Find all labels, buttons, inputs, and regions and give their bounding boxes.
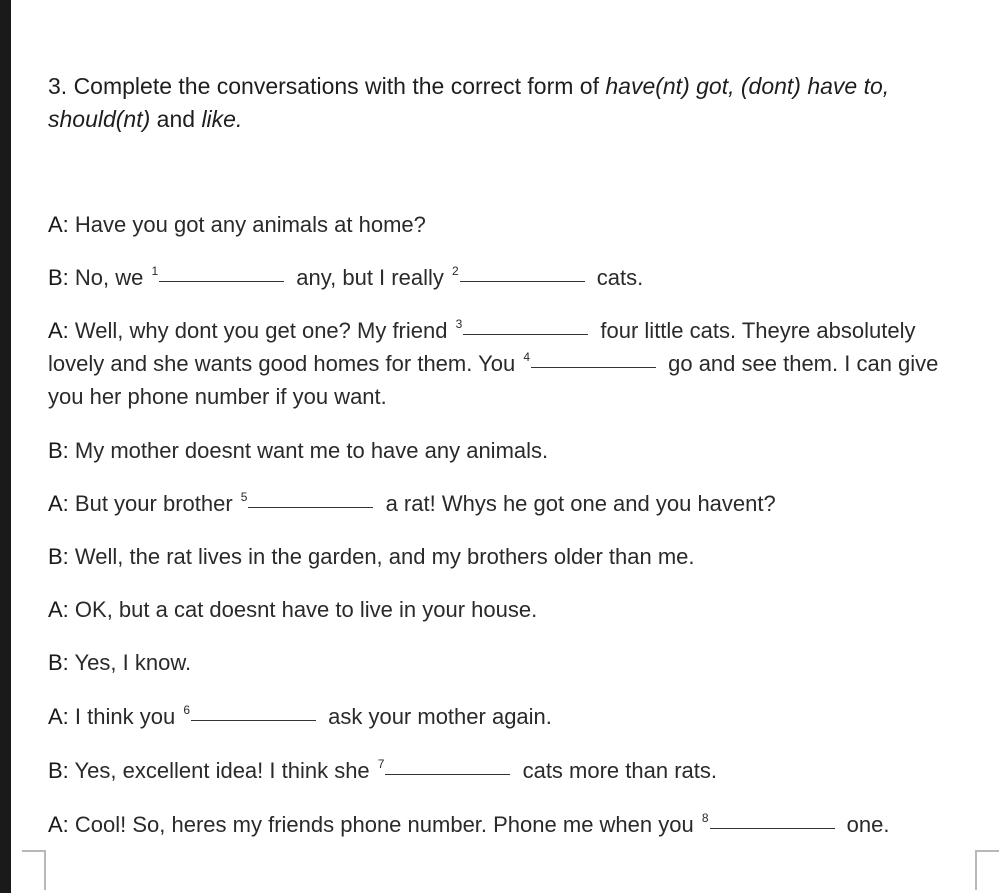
answer-blank-8[interactable] (710, 828, 835, 829)
blank-number-7: 7 (377, 757, 385, 771)
page-corner-mark-right (975, 850, 999, 890)
line-text: No, we (68, 265, 150, 290)
blank-number-4: 4 (523, 350, 530, 364)
line-text: a rat! Whys he got one and you havent? (379, 491, 776, 516)
answer-blank-7[interactable] (385, 774, 510, 775)
line-text: Well, the rat lives in the garden, and my brothers older than me. (68, 544, 695, 569)
speaker-label: A: (48, 597, 69, 622)
blank-number-1: 1 (151, 264, 159, 278)
speaker-label: A: (48, 812, 69, 837)
dialogue-line-4 (48, 434, 548, 467)
line-text: ask your mother again. (322, 704, 552, 729)
answer-blank-2[interactable] (460, 281, 585, 282)
speaker-label: B: (48, 544, 69, 569)
blank-number-5: 5 (240, 490, 248, 504)
instruction-phrase-like: like. (201, 106, 243, 132)
exercise-instruction (48, 70, 988, 136)
line-text: cats more than rats. (516, 758, 717, 783)
answer-blank-3[interactable] (463, 334, 588, 335)
dialogue-line-5 (48, 487, 776, 520)
line-text: My mother doesnt want me to have any animals. (68, 438, 549, 463)
instruction-phrase-havent-got: have(nt) got, (dont) have to, (605, 73, 890, 99)
speaker-label: B: (48, 758, 69, 783)
blank-number-3: 3 (455, 317, 463, 331)
dialogue-line-3 (48, 314, 968, 413)
answer-blank-4[interactable] (531, 367, 656, 368)
dialogue-line-9 (48, 700, 552, 733)
line-text: OK, but a cat doesnt have to live in your house. (68, 597, 538, 622)
line-text: cats. (590, 265, 644, 290)
dialogue-line-10 (48, 754, 717, 787)
speaker-label: A: (48, 318, 69, 343)
line-text: I think you (68, 704, 182, 729)
dialogue-line-7 (48, 593, 537, 626)
dialogue-line-2 (48, 261, 643, 294)
speaker-label: B: (48, 265, 69, 290)
line-text: Cool! So, heres my friends phone number. Phone me when you (68, 812, 700, 837)
answer-blank-6[interactable] (191, 720, 316, 721)
dialogue-line-8 (48, 646, 191, 679)
blank-number-6: 6 (183, 703, 190, 717)
speaker-label: B: (48, 650, 69, 675)
speaker-label: A: (48, 491, 69, 516)
blank-number-2: 2 (451, 264, 459, 278)
dialogue-line-6 (48, 540, 695, 573)
line-text: one. (840, 812, 890, 837)
line-text: Well, why dont you get one? My friend (68, 318, 454, 343)
line-text: go and see them. I can give you her phone number if you want. (48, 351, 939, 409)
line-text: But your brother (68, 491, 239, 516)
instruction-and: and (150, 106, 202, 132)
line-text: any, but I really (290, 265, 450, 290)
line-text: Yes, excellent idea! I think she (68, 758, 376, 783)
dialogue-line-11 (48, 808, 889, 841)
dialogue-line-1 (48, 208, 426, 241)
instruction-phrase-shouldnt: should(nt) (48, 106, 151, 132)
page-corner-mark-left (22, 850, 46, 890)
instruction-prefix: 3. Complete the conversations with the correct form of (48, 73, 606, 99)
answer-blank-5[interactable] (248, 507, 373, 508)
speaker-label: A: (48, 212, 69, 237)
line-text: Have you got any animals at home? (68, 212, 426, 237)
line-text: four little cats. Theyre absolutely lovely and she wants good homes for them. You (48, 318, 916, 376)
line-text: Yes, I know. (68, 650, 192, 675)
answer-blank-1[interactable] (159, 281, 284, 282)
blank-number-8: 8 (701, 811, 709, 825)
speaker-label: A: (48, 704, 69, 729)
speaker-label: B: (48, 438, 69, 463)
left-edge-bar (0, 0, 11, 893)
